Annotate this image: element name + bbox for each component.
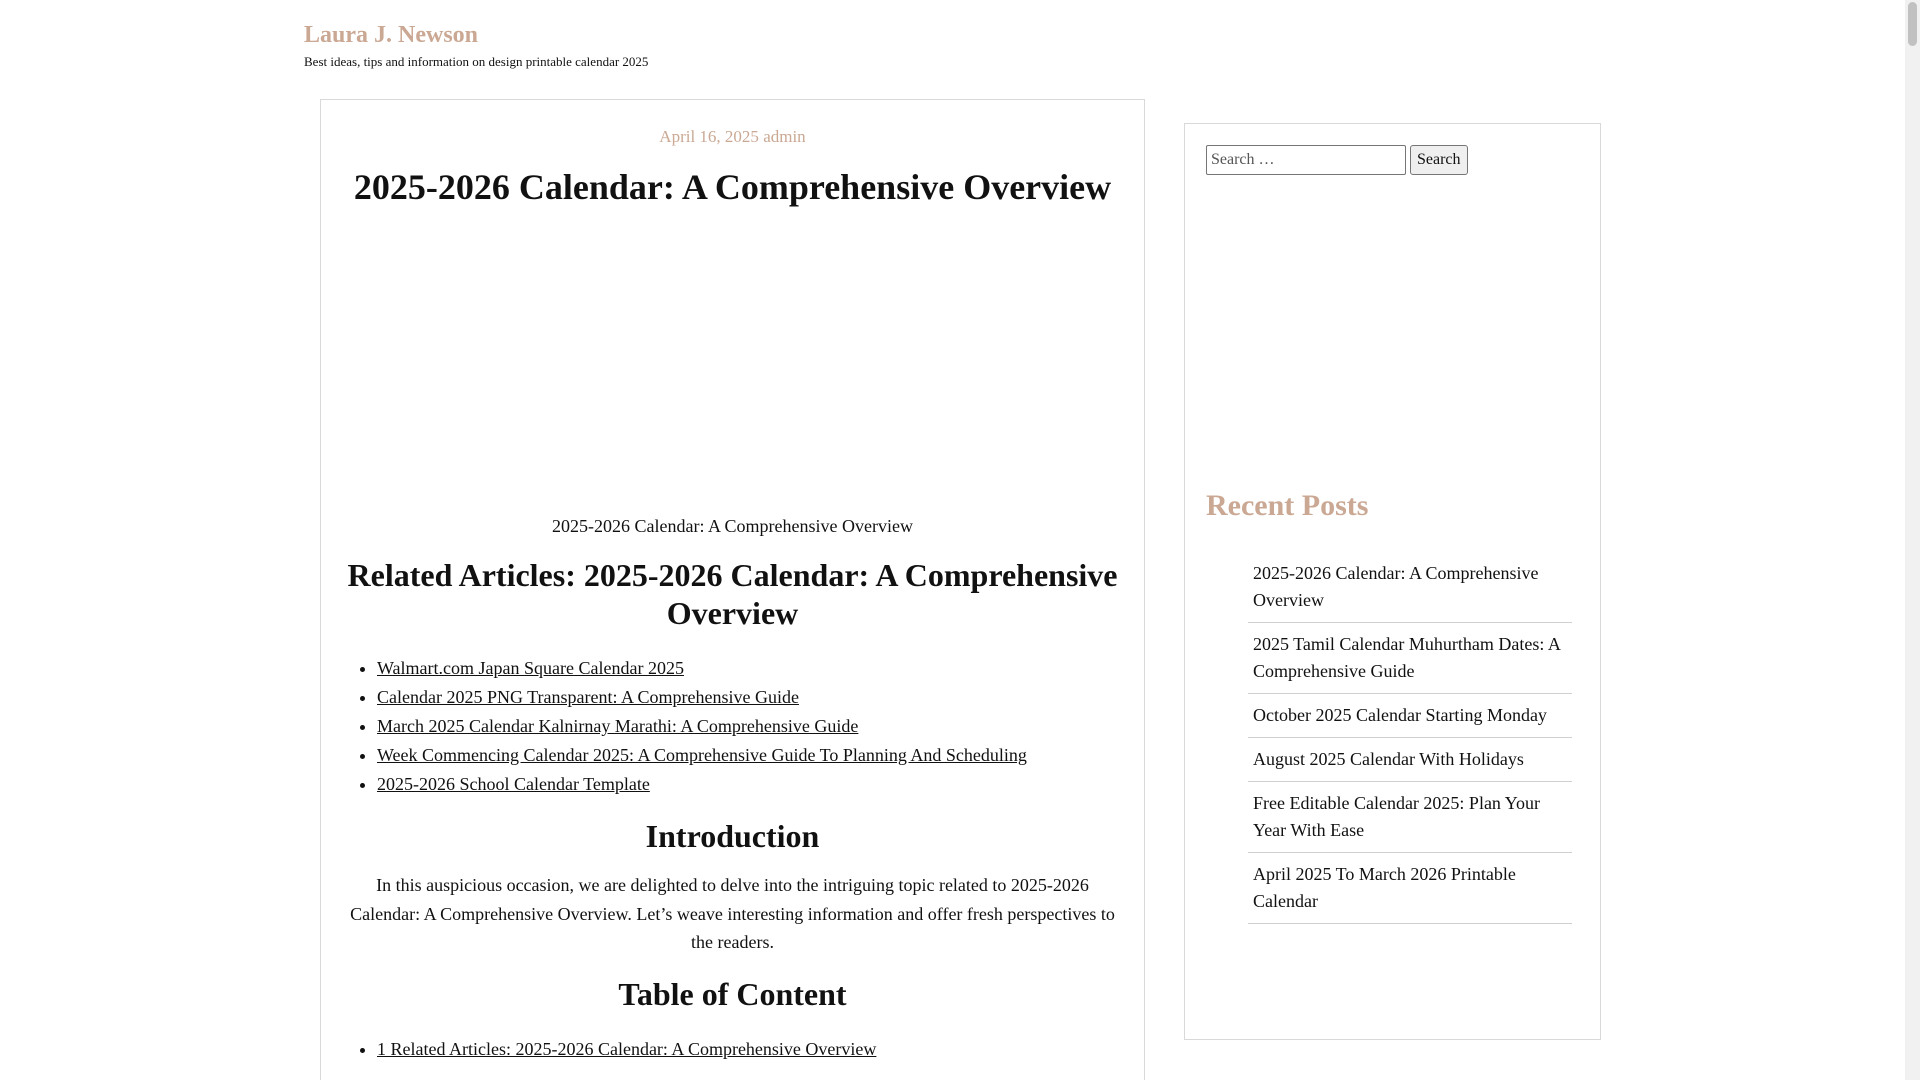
site-title-link[interactable]: Laura J. Newson	[304, 22, 479, 48]
recent-post-link[interactable]: October 2025 Calendar Starting Monday	[1253, 705, 1547, 725]
related-article-link[interactable]: March 2025 Calendar Kalnirnay Marathi: A Comprehensive Guide	[377, 716, 859, 736]
list-item	[1248, 694, 1572, 738]
list-item	[377, 654, 1144, 683]
related-article-link[interactable]: 2025-2026 School Calendar Template	[377, 774, 650, 794]
recent-posts-title: Recent Posts	[1206, 489, 1369, 522]
article-card	[320, 99, 1145, 1080]
recent-posts-list	[1248, 552, 1572, 924]
sidebar	[1184, 123, 1601, 1040]
list-item	[1248, 738, 1572, 782]
list-item	[1248, 552, 1572, 623]
post-meta	[321, 127, 1144, 147]
list-item	[1248, 623, 1572, 694]
vertical-scrollbar[interactable]	[1905, 0, 1920, 1080]
list-item	[377, 741, 1144, 770]
list-item	[1248, 782, 1572, 853]
image-caption: 2025-2026 Calendar: A Comprehensive Overview	[552, 516, 913, 536]
site-description: Best ideas, tips and information on design printable calendar 2025	[304, 54, 649, 69]
recent-post-link[interactable]: Free Editable Calendar 2025: Plan Your Year With Ease	[1253, 793, 1540, 840]
scrollbar-thumb[interactable]	[1908, 2, 1917, 46]
featured-image	[321, 209, 1144, 509]
list-item	[377, 1035, 1144, 1064]
post-title: 2025-2026 Calendar: A Comprehensive Overview	[353, 167, 1112, 207]
list-item	[377, 683, 1144, 712]
recent-post-link[interactable]: April 2025 To March 2026 Printable Calendar	[1253, 864, 1516, 911]
post-date-link[interactable]: April 16, 2025	[659, 127, 759, 146]
related-article-link[interactable]: Week Commencing Calendar 2025: A Comprehensive Guide To Planning And Scheduling	[377, 745, 1027, 765]
related-article-link[interactable]: Walmart.com Japan Square Calendar 2025	[377, 658, 684, 678]
site-header	[304, 20, 648, 70]
list-item	[377, 770, 1144, 799]
search-button[interactable]: Search	[1410, 145, 1468, 175]
list-item	[1248, 853, 1572, 924]
search-form	[1206, 145, 1468, 175]
recent-post-link[interactable]: 2025-2026 Calendar: A Comprehensive Overview	[1253, 563, 1539, 610]
table-of-content-list	[321, 1035, 1144, 1064]
related-articles-list	[321, 654, 1144, 799]
table-of-content-heading: Table of Content	[618, 975, 847, 1012]
introduction-paragraph: In this auspicious occasion, we are delighted to delve into the intriguing topic related to 2025-2026 Calendar: A Comprehensive Overview. Let’s weave interesting information and offer fresh perspectives to the readers.	[350, 875, 1115, 952]
toc-link[interactable]: 1 Related Articles: 2025-2026 Calendar: A Comprehensive Overview	[377, 1038, 877, 1059]
related-article-link[interactable]: Calendar 2025 PNG Transparent: A Comprehensive Guide	[377, 687, 799, 707]
recent-post-link[interactable]: August 2025 Calendar With Holidays	[1253, 749, 1524, 769]
post-author-link[interactable]: admin	[763, 127, 806, 146]
related-articles-heading: Related Articles: 2025-2026 Calendar: A Comprehensive Overview	[347, 557, 1118, 631]
list-item	[377, 712, 1144, 741]
introduction-heading: Introduction	[645, 818, 820, 854]
recent-post-link[interactable]: 2025 Tamil Calendar Muhurtham Dates: A Comprehensive Guide	[1253, 634, 1560, 681]
search-input[interactable]	[1206, 145, 1406, 175]
